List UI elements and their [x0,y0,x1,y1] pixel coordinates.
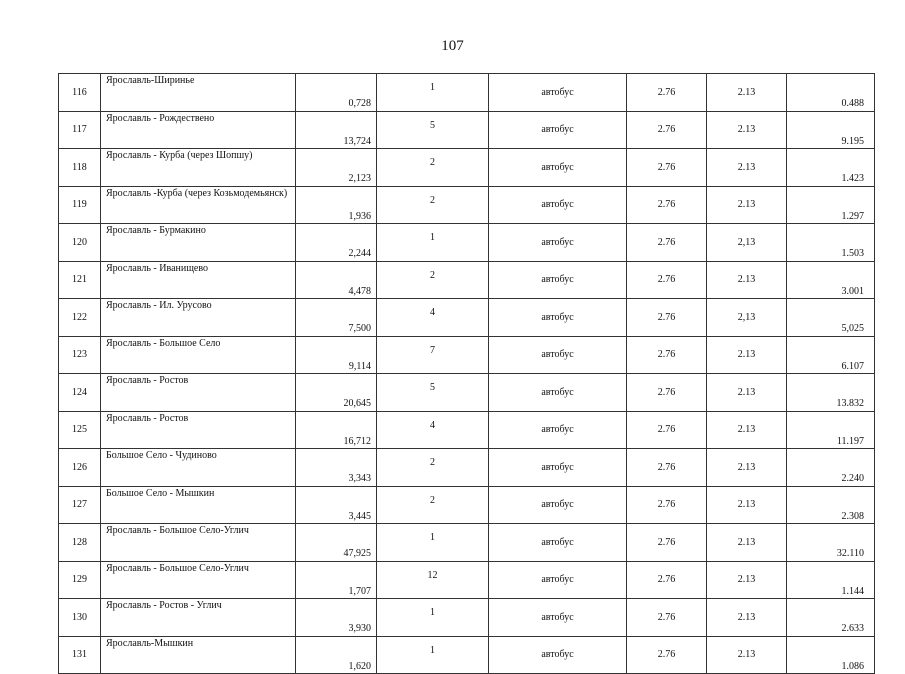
coefficient-b-cell: 2.13 [707,374,787,412]
table-row [59,186,875,224]
route-length-cell: 47,925 [296,524,377,562]
transport-type-cell: автобус [489,561,627,599]
coefficient-a-cell: 2.76 [627,599,707,637]
coefficient-b-cell: 2.13 [707,149,787,187]
coefficient-b-cell: 2.13 [707,599,787,637]
routes-table [58,73,875,674]
row-number-cell: 116 [59,74,101,112]
row-number-cell: 123 [59,336,101,374]
trip-count-cell: 2 [377,486,489,524]
row-number-cell: 117 [59,111,101,149]
table-row [59,374,875,412]
coefficient-b-cell: 2.13 [707,636,787,674]
coefficient-a-cell: 2.76 [627,449,707,487]
transport-type-cell: автобус [489,336,627,374]
route-name-cell: Ярославль - Иванищево [101,261,296,299]
route-name-cell: Большое Село - Чудиново [101,449,296,487]
coefficient-a-cell: 2.76 [627,411,707,449]
coefficient-a-cell: 2.76 [627,524,707,562]
row-number-cell: 124 [59,374,101,412]
table-row [59,336,875,374]
route-name-cell: Ярославль-Мышкин [101,636,296,674]
coefficient-a-cell: 2.76 [627,374,707,412]
row-number-cell: 130 [59,599,101,637]
row-number-cell: 129 [59,561,101,599]
coefficient-b-cell: 2.13 [707,411,787,449]
row-number-cell: 118 [59,149,101,187]
transport-type-cell: автобус [489,411,627,449]
table-row [59,74,875,112]
route-length-cell: 1,936 [296,186,377,224]
trip-count-cell: 12 [377,561,489,599]
route-length-cell: 1,620 [296,636,377,674]
route-name-cell: Ярославль - Большое Село-Углич [101,561,296,599]
coefficient-a-cell: 2.76 [627,561,707,599]
table-row [59,486,875,524]
route-length-cell: 3,930 [296,599,377,637]
route-length-cell: 7,500 [296,299,377,337]
table-row [59,261,875,299]
transport-type-cell: автобус [489,149,627,187]
trip-count-cell: 2 [377,149,489,187]
route-name-cell: Ярославль-Ширинье [101,74,296,112]
route-length-cell: 2,123 [296,149,377,187]
coefficient-a-cell: 2.76 [627,486,707,524]
row-number-cell: 131 [59,636,101,674]
coefficient-a-cell: 2.76 [627,111,707,149]
route-name-cell: Ярославль - Ростов - Углич [101,599,296,637]
trip-count-cell: 1 [377,524,489,562]
coefficient-a-cell: 2.76 [627,299,707,337]
route-total-cell: 1.086 [787,636,875,674]
route-length-cell: 13,724 [296,111,377,149]
transport-type-cell: автобус [489,636,627,674]
route-name-cell: Ярославль - Ростов [101,374,296,412]
trip-count-cell: 1 [377,224,489,262]
page-number: 107 [441,38,464,54]
coefficient-b-cell: 2.13 [707,336,787,374]
coefficient-b-cell: 2.13 [707,186,787,224]
trip-count-cell: 1 [377,636,489,674]
table-row [59,149,875,187]
table-row [59,449,875,487]
route-length-cell: 3,445 [296,486,377,524]
row-number-cell: 122 [59,299,101,337]
row-number-cell: 125 [59,411,101,449]
route-total-cell: 6.107 [787,336,875,374]
route-name-cell: Ярославль - Большое Село [101,336,296,374]
route-name-cell: Ярославль - Бурмакино [101,224,296,262]
trip-count-cell: 2 [377,261,489,299]
trip-count-cell: 4 [377,299,489,337]
coefficient-a-cell: 2.76 [627,74,707,112]
transport-type-cell: автобус [489,261,627,299]
coefficient-b-cell: 2,13 [707,224,787,262]
route-total-cell: 32.110 [787,524,875,562]
coefficient-a-cell: 2.76 [627,224,707,262]
row-number-cell: 119 [59,186,101,224]
transport-type-cell: автобус [489,486,627,524]
coefficient-a-cell: 2.76 [627,261,707,299]
route-total-cell: 1.297 [787,186,875,224]
transport-type-cell: автобус [489,111,627,149]
trip-count-cell: 2 [377,449,489,487]
table-row [59,411,875,449]
trip-count-cell: 5 [377,374,489,412]
trip-count-cell: 7 [377,336,489,374]
coefficient-b-cell: 2.13 [707,74,787,112]
transport-type-cell: автобус [489,299,627,337]
coefficient-a-cell: 2.76 [627,186,707,224]
transport-type-cell: автобус [489,74,627,112]
trip-count-cell: 2 [377,186,489,224]
trip-count-cell: 1 [377,74,489,112]
route-total-cell: 2.633 [787,599,875,637]
route-name-cell: Ярославль - Рождествено [101,111,296,149]
route-length-cell: 3,343 [296,449,377,487]
route-length-cell: 2,244 [296,224,377,262]
route-total-cell: 1.423 [787,149,875,187]
route-total-cell: 13.832 [787,374,875,412]
table-row [59,561,875,599]
coefficient-b-cell: 2,13 [707,299,787,337]
route-total-cell: 0.488 [787,74,875,112]
route-length-cell: 9,114 [296,336,377,374]
route-total-cell: 2.240 [787,449,875,487]
coefficient-b-cell: 2.13 [707,561,787,599]
table-body [59,74,875,674]
row-number-cell: 121 [59,261,101,299]
transport-type-cell: автобус [489,186,627,224]
transport-type-cell: автобус [489,599,627,637]
table-row [59,224,875,262]
row-number-cell: 120 [59,224,101,262]
coefficient-b-cell: 2.13 [707,486,787,524]
coefficient-b-cell: 2.13 [707,449,787,487]
route-total-cell: 2.308 [787,486,875,524]
route-total-cell: 1.503 [787,224,875,262]
route-name-cell: Ярославль - Ростов [101,411,296,449]
transport-type-cell: автобус [489,374,627,412]
row-number-cell: 126 [59,449,101,487]
route-total-cell: 3.001 [787,261,875,299]
row-number-cell: 127 [59,486,101,524]
row-number-cell: 128 [59,524,101,562]
trip-count-cell: 1 [377,599,489,637]
route-total-cell: 9.195 [787,111,875,149]
route-total-cell: 5,025 [787,299,875,337]
route-name-cell: Ярославль - Ил. Урусово [101,299,296,337]
route-length-cell: 20,645 [296,374,377,412]
route-name-cell: Ярославль - Курба (через Шопшу) [101,149,296,187]
coefficient-b-cell: 2.13 [707,524,787,562]
route-name-cell: Ярославль - Большое Село-Углич [101,524,296,562]
table-row [59,111,875,149]
coefficient-b-cell: 2.13 [707,111,787,149]
route-length-cell: 0,728 [296,74,377,112]
route-total-cell: 1.144 [787,561,875,599]
route-length-cell: 4,478 [296,261,377,299]
coefficient-a-cell: 2.76 [627,336,707,374]
trip-count-cell: 5 [377,111,489,149]
coefficient-a-cell: 2.76 [627,636,707,674]
route-name-cell: Большое Село - Мышкин [101,486,296,524]
transport-type-cell: автобус [489,224,627,262]
transport-type-cell: автобус [489,449,627,487]
transport-type-cell: автобус [489,524,627,562]
table-row [59,636,875,674]
trip-count-cell: 4 [377,411,489,449]
route-length-cell: 16,712 [296,411,377,449]
table-row [59,599,875,637]
route-name-cell: Ярославль -Курба (через Козьмодемьянск) [101,186,296,224]
route-total-cell: 11.197 [787,411,875,449]
route-length-cell: 1,707 [296,561,377,599]
table-row [59,524,875,562]
coefficient-b-cell: 2.13 [707,261,787,299]
coefficient-a-cell: 2.76 [627,149,707,187]
table-row [59,299,875,337]
